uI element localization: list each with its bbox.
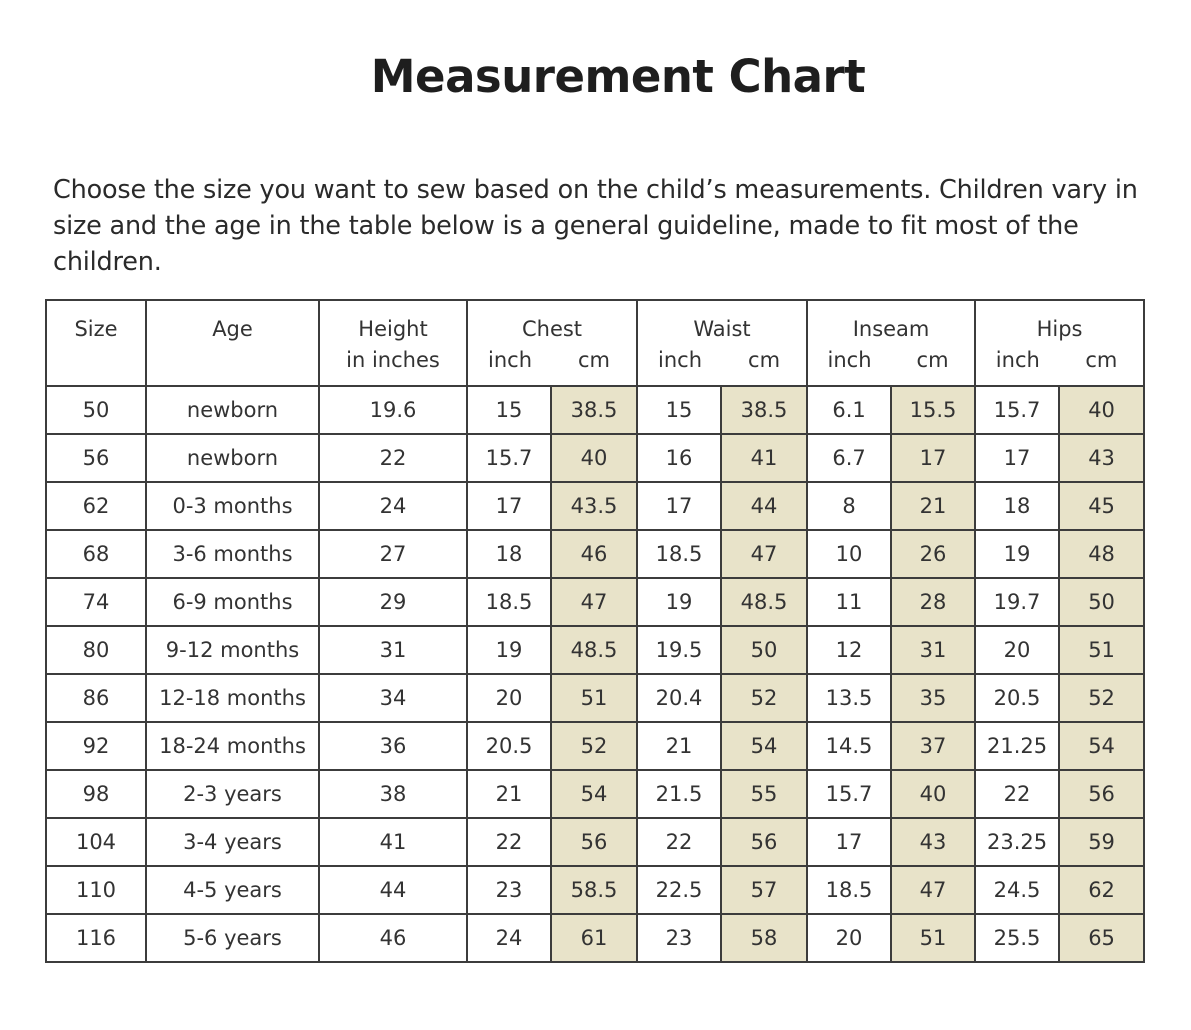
header-hips-label: Hips xyxy=(1036,317,1083,341)
cell-hips-cm: 43 xyxy=(1059,434,1144,482)
cell-chest-cm: 54 xyxy=(551,770,637,818)
header-height xyxy=(319,300,467,386)
header-height-label: Height xyxy=(358,317,428,341)
cell-waist-cm: 44 xyxy=(721,482,807,530)
cell-inseam-cm: 51 xyxy=(891,914,975,962)
cell-waist-cm: 55 xyxy=(721,770,807,818)
cell-waist-inch: 21 xyxy=(637,722,721,770)
cell-inseam-inch: 15.7 xyxy=(807,770,891,818)
cell-chest-inch: 20.5 xyxy=(467,722,551,770)
header-waist xyxy=(637,300,807,386)
cell-chest-inch: 24 xyxy=(467,914,551,962)
header-waist-cm: cm xyxy=(748,348,781,372)
cell-waist-inch: 22.5 xyxy=(637,866,721,914)
cell-chest-cm: 40 xyxy=(551,434,637,482)
cell-waist-cm: 58 xyxy=(721,914,807,962)
cell-inseam-inch: 20 xyxy=(807,914,891,962)
cell-hips-cm: 48 xyxy=(1059,530,1144,578)
cell-chest-cm: 58.5 xyxy=(551,866,637,914)
cell-age: newborn xyxy=(146,434,319,482)
header-inseam-label: Inseam xyxy=(852,317,930,341)
cell-hips-cm: 50 xyxy=(1059,578,1144,626)
cell-hips-cm: 40 xyxy=(1059,386,1144,434)
cell-hips-inch: 20.5 xyxy=(975,674,1059,722)
cell-age: 5-6 years xyxy=(146,914,319,962)
cell-waist-cm: 48.5 xyxy=(721,578,807,626)
cell-inseam-inch: 6.7 xyxy=(807,434,891,482)
cell-inseam-cm: 43 xyxy=(891,818,975,866)
header-waist-inch: inch xyxy=(658,348,703,372)
cell-inseam-cm: 21 xyxy=(891,482,975,530)
cell-age: 3-6 months xyxy=(146,530,319,578)
cell-inseam-inch: 14.5 xyxy=(807,722,891,770)
cell-waist-inch: 23 xyxy=(637,914,721,962)
cell-chest-cm: 47 xyxy=(551,578,637,626)
cell-chest-cm: 43.5 xyxy=(551,482,637,530)
cell-waist-inch: 17 xyxy=(637,482,721,530)
cell-waist-inch: 21.5 xyxy=(637,770,721,818)
cell-size: 74 xyxy=(46,578,146,626)
cell-inseam-cm: 37 xyxy=(891,722,975,770)
cell-hips-inch: 24.5 xyxy=(975,866,1059,914)
cell-height: 38 xyxy=(319,770,467,818)
cell-waist-cm: 52 xyxy=(721,674,807,722)
cell-height: 36 xyxy=(319,722,467,770)
cell-chest-cm: 52 xyxy=(551,722,637,770)
table-row xyxy=(46,866,1144,914)
cell-waist-cm: 41 xyxy=(721,434,807,482)
header-inseam-cm: cm xyxy=(916,348,949,372)
cell-inseam-inch: 8 xyxy=(807,482,891,530)
cell-chest-cm: 56 xyxy=(551,818,637,866)
cell-waist-inch: 15 xyxy=(637,386,721,434)
cell-hips-cm: 51 xyxy=(1059,626,1144,674)
header-inseam-inch: inch xyxy=(827,348,872,372)
cell-size: 80 xyxy=(46,626,146,674)
cell-size: 86 xyxy=(46,674,146,722)
cell-inseam-inch: 17 xyxy=(807,818,891,866)
cell-chest-inch: 22 xyxy=(467,818,551,866)
cell-height: 41 xyxy=(319,818,467,866)
cell-waist-cm: 50 xyxy=(721,626,807,674)
cell-age: 12-18 months xyxy=(146,674,319,722)
cell-hips-cm: 59 xyxy=(1059,818,1144,866)
cell-waist-inch: 22 xyxy=(637,818,721,866)
cell-waist-cm: 47 xyxy=(721,530,807,578)
cell-size: 92 xyxy=(46,722,146,770)
table-row xyxy=(46,434,1144,482)
cell-age: 6-9 months xyxy=(146,578,319,626)
cell-inseam-cm: 28 xyxy=(891,578,975,626)
cell-hips-inch: 19.7 xyxy=(975,578,1059,626)
table-row xyxy=(46,722,1144,770)
cell-inseam-cm: 17 xyxy=(891,434,975,482)
cell-hips-inch: 20 xyxy=(975,626,1059,674)
cell-height: 19.6 xyxy=(319,386,467,434)
cell-size: 68 xyxy=(46,530,146,578)
cell-hips-inch: 22 xyxy=(975,770,1059,818)
page-title: Measurement Chart xyxy=(370,50,866,103)
cell-chest-inch: 18 xyxy=(467,530,551,578)
cell-hips-cm: 52 xyxy=(1059,674,1144,722)
cell-hips-inch: 25.5 xyxy=(975,914,1059,962)
cell-waist-inch: 19.5 xyxy=(637,626,721,674)
cell-inseam-inch: 11 xyxy=(807,578,891,626)
cell-chest-inch: 18.5 xyxy=(467,578,551,626)
cell-inseam-cm: 31 xyxy=(891,626,975,674)
cell-size: 50 xyxy=(46,386,146,434)
header-chest-cm: cm xyxy=(578,348,611,372)
cell-waist-inch: 20.4 xyxy=(637,674,721,722)
header-hips xyxy=(975,300,1144,386)
header-chest-label: Chest xyxy=(521,317,583,341)
cell-inseam-inch: 13.5 xyxy=(807,674,891,722)
cell-age: newborn xyxy=(146,386,319,434)
table-row xyxy=(46,818,1144,866)
cell-inseam-inch: 10 xyxy=(807,530,891,578)
cell-chest-inch: 15.7 xyxy=(467,434,551,482)
cell-height: 29 xyxy=(319,578,467,626)
cell-hips-cm: 56 xyxy=(1059,770,1144,818)
cell-hips-inch: 18 xyxy=(975,482,1059,530)
cell-age: 18-24 months xyxy=(146,722,319,770)
cell-size: 56 xyxy=(46,434,146,482)
cell-waist-inch: 16 xyxy=(637,434,721,482)
cell-hips-inch: 19 xyxy=(975,530,1059,578)
cell-size: 98 xyxy=(46,770,146,818)
table-row xyxy=(46,770,1144,818)
cell-inseam-inch: 18.5 xyxy=(807,866,891,914)
header-size xyxy=(46,300,146,386)
cell-hips-cm: 45 xyxy=(1059,482,1144,530)
cell-chest-inch: 20 xyxy=(467,674,551,722)
cell-hips-inch: 15.7 xyxy=(975,386,1059,434)
cell-size: 104 xyxy=(46,818,146,866)
cell-height: 27 xyxy=(319,530,467,578)
cell-chest-cm: 46 xyxy=(551,530,637,578)
cell-age: 0-3 months xyxy=(146,482,319,530)
cell-inseam-inch: 12 xyxy=(807,626,891,674)
cell-waist-cm: 54 xyxy=(721,722,807,770)
header-age xyxy=(146,300,319,386)
cell-inseam-cm: 26 xyxy=(891,530,975,578)
cell-height: 24 xyxy=(319,482,467,530)
cell-chest-inch: 21 xyxy=(467,770,551,818)
table-row xyxy=(46,386,1144,434)
cell-height: 46 xyxy=(319,914,467,962)
header-height-unit: in inches xyxy=(346,348,440,372)
cell-age: 9-12 months xyxy=(146,626,319,674)
table-row xyxy=(46,914,1144,962)
intro-paragraph: Choose the size you want to sew based on the child’s measurements. Children vary in size and the age in the table below is a general guideline, made to fit most of the children. xyxy=(53,175,1138,277)
cell-size: 62 xyxy=(46,482,146,530)
cell-waist-cm: 57 xyxy=(721,866,807,914)
cell-hips-inch: 17 xyxy=(975,434,1059,482)
table-row xyxy=(46,578,1144,626)
header-hips-cm: cm xyxy=(1085,348,1118,372)
cell-inseam-cm: 47 xyxy=(891,866,975,914)
table-row xyxy=(46,482,1144,530)
cell-waist-cm: 38.5 xyxy=(721,386,807,434)
cell-hips-cm: 65 xyxy=(1059,914,1144,962)
cell-chest-inch: 23 xyxy=(467,866,551,914)
cell-chest-cm: 48.5 xyxy=(551,626,637,674)
table-row xyxy=(46,626,1144,674)
table-row xyxy=(46,674,1144,722)
header-waist-label: Waist xyxy=(693,317,751,341)
cell-inseam-cm: 35 xyxy=(891,674,975,722)
cell-inseam-cm: 15.5 xyxy=(891,386,975,434)
cell-height: 34 xyxy=(319,674,467,722)
cell-hips-inch: 23.25 xyxy=(975,818,1059,866)
cell-waist-inch: 19 xyxy=(637,578,721,626)
cell-height: 31 xyxy=(319,626,467,674)
cell-hips-inch: 21.25 xyxy=(975,722,1059,770)
header-chest-inch: inch xyxy=(488,348,532,372)
cell-chest-cm: 51 xyxy=(551,674,637,722)
cell-age: 2-3 years xyxy=(146,770,319,818)
cell-size: 116 xyxy=(46,914,146,962)
cell-hips-cm: 62 xyxy=(1059,866,1144,914)
header-hips-inch: inch xyxy=(995,348,1040,372)
cell-chest-inch: 15 xyxy=(467,386,551,434)
header-inseam xyxy=(807,300,975,386)
cell-height: 22 xyxy=(319,434,467,482)
cell-height: 44 xyxy=(319,866,467,914)
cell-size: 110 xyxy=(46,866,146,914)
cell-chest-cm: 38.5 xyxy=(551,386,637,434)
cell-waist-inch: 18.5 xyxy=(637,530,721,578)
header-chest xyxy=(467,300,637,386)
cell-chest-cm: 61 xyxy=(551,914,637,962)
cell-hips-cm: 54 xyxy=(1059,722,1144,770)
cell-inseam-inch: 6.1 xyxy=(807,386,891,434)
measurement-table xyxy=(45,299,1145,963)
table-header-row xyxy=(46,300,1144,386)
cell-waist-cm: 56 xyxy=(721,818,807,866)
cell-chest-inch: 17 xyxy=(467,482,551,530)
cell-age: 4-5 years xyxy=(146,866,319,914)
cell-age: 3-4 years xyxy=(146,818,319,866)
cell-chest-inch: 19 xyxy=(467,626,551,674)
header-age-label: Age xyxy=(212,317,253,341)
cell-inseam-cm: 40 xyxy=(891,770,975,818)
header-size-label: Size xyxy=(74,317,118,341)
table-body xyxy=(46,386,1144,962)
table-row xyxy=(46,530,1144,578)
